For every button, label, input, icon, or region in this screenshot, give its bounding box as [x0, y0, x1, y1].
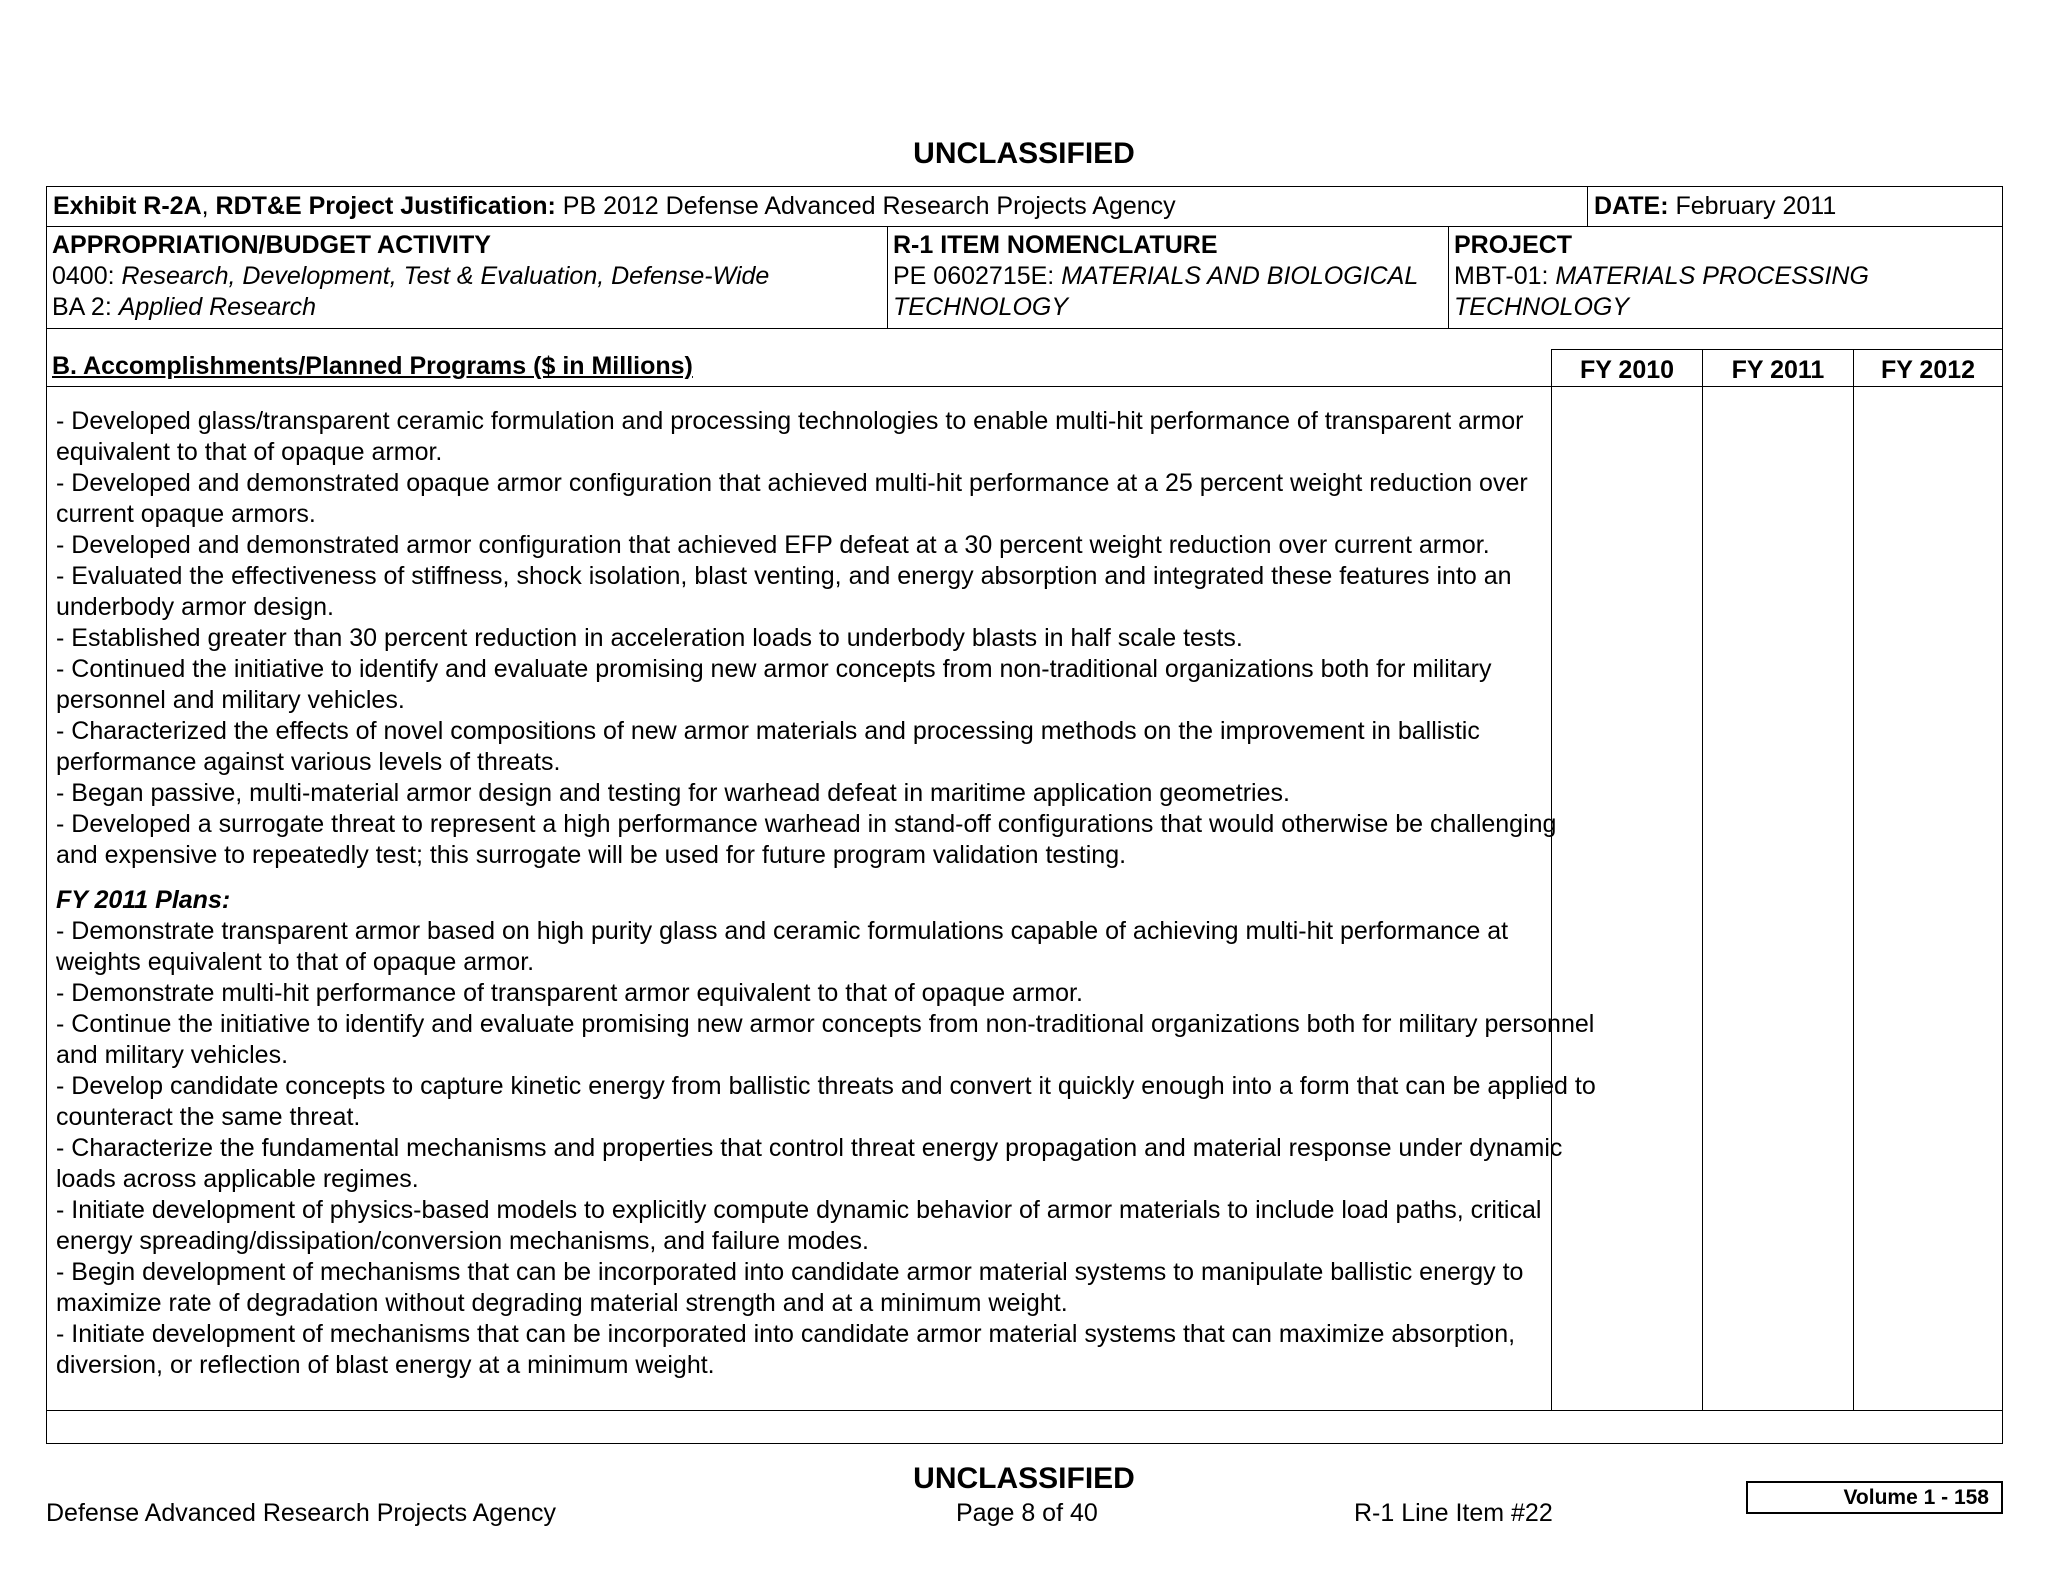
project-text-cont: TECHNOLOGY [1454, 293, 1630, 321]
footer-r1-line-item: R-1 Line Item #22 [1354, 1499, 1553, 1527]
budget-info-row [47, 227, 2002, 329]
r1-item-cell [887, 227, 1448, 328]
exhibit-title [53, 192, 1176, 221]
plan-item: - Begin development of mechanisms that can be incorporated into candidate armor material systems to manipulate ballistic energy to maximize rate of degradation without degrading material strength and at a minimum weight. [56, 1258, 1524, 1317]
volume-box: Volume 1 - 158 [1746, 1481, 2003, 1514]
exhibit-frame [46, 186, 2003, 1444]
footer-page-number: Page 8 of 40 [956, 1499, 1098, 1527]
plan-item: - Develop candidate concepts to capture kinetic energy from ballistic threats and convert it quickly enough into a form that can be applied to counteract the same threat. [56, 1072, 1596, 1131]
accomplishment-item: - Developed and demonstrated armor configuration that achieved EFP defeat at a 30 percent weight reduction over current armor. [56, 531, 1490, 559]
budget-activity-code: BA 2: [52, 293, 119, 321]
plan-item: - Initiate development of mechanisms that can be incorporated into candidate armor material systems that can maximize absorption, diversion, or reflection of blast energy at a minimum weight. [56, 1320, 1516, 1379]
plan-item: - Continue the initiative to identify and evaluate promising new armor concepts from non-traditional organizations both for military personnel and military vehicles. [56, 1010, 1595, 1069]
exhibit-header-row [47, 187, 2002, 227]
fy-2011-header: FY 2011 [1702, 349, 1853, 386]
classification-bottom: UNCLASSIFIED [913, 1462, 1135, 1495]
r1-item-text: MATERIALS AND BIOLOGICAL [1061, 262, 1419, 290]
fy-2012-column [1853, 386, 1854, 1410]
appropriation-code: 0400: [52, 262, 122, 290]
project-text: MATERIALS PROCESSING [1555, 262, 1869, 290]
classification-top: UNCLASSIFIED [913, 137, 1135, 170]
appropriation-cell [47, 227, 887, 328]
accomplishment-item: - Developed glass/transparent ceramic formulation and processing technologies to enable multi-hit performance of transparent armor equivalent to that of opaque armor. [56, 407, 1524, 466]
date-value: February 2011 [1668, 192, 1837, 220]
plan-item: - Demonstrate transparent armor based on high purity glass and ceramic formulations capable of achieving multi-hit performance at weights equivalent to that of opaque armor. [56, 917, 1509, 976]
accomplishment-item: - Developed a surrogate threat to represent a high performance warhead in stand-off configurations that would otherwise be challenging and expensive to repeatedly test; this surrogate will be used for future program validation testing. [56, 810, 1557, 869]
appropriation-label: APPROPRIATION/BUDGET ACTIVITY [52, 231, 491, 259]
accomplishment-item: - Continued the initiative to identify and evaluate promising new armor concepts from non-traditional organizations both for military personnel and military vehicles. [56, 655, 1492, 714]
r1-item-label: R-1 ITEM NOMENCLATURE [893, 231, 1218, 259]
r1-item-text-cont: TECHNOLOGY [893, 293, 1069, 321]
plan-item: - Initiate development of physics-based models to explicitly compute dynamic behavior of armor materials to include load paths, critical energy spreading/dissipation/conversion mechanisms, and failure modes. [56, 1196, 1542, 1255]
appropriation-text: Research, Development, Test & Evaluation, Defense-Wide [121, 262, 770, 290]
accomplishment-item: - Evaluated the effectiveness of stiffness, shock isolation, blast venting, and energy absorption and integrated these features into an underbody armor design. [56, 562, 1512, 621]
fy-2012-header: FY 2012 [1853, 349, 2002, 386]
project-cell [1448, 227, 2002, 328]
accomplishment-item: - Began passive, multi-material armor design and testing for warhead defeat in maritime application geometries. [56, 779, 1290, 807]
plan-item: - Characterize the fundamental mechanisms and properties that control threat energy propagation and material response under dynamic loads across applicable regimes. [56, 1134, 1563, 1193]
fy-2010-header: FY 2010 [1551, 349, 1702, 386]
fy-2011-column [1702, 386, 1703, 1410]
justification-value: PB 2012 Defense Advanced Research Projects Agency [555, 192, 1176, 220]
project-label: PROJECT [1454, 231, 1573, 259]
accomplishments-content [56, 406, 1596, 1381]
budget-activity-text: Applied Research [118, 293, 317, 321]
footer-agency: Defense Advanced Research Projects Agency [46, 1499, 557, 1527]
accomplishment-item: - Characterized the effects of novel compositions of new armor materials and processing methods on the improvement in ballistic performance against various levels of threats. [56, 717, 1480, 776]
project-code: MBT-01: [1454, 262, 1556, 290]
exhibit-separator: , [201, 192, 216, 220]
date-label: DATE: [1594, 192, 1669, 220]
accomplishment-item: - Established greater than 30 percent reduction in acceleration loads to underbody blasts in half scale tests. [56, 624, 1243, 652]
r1-item-code: PE 0602715E: [893, 262, 1062, 290]
plans-title: FY 2011 Plans: [56, 886, 231, 914]
section-title: B. Accomplishments/Planned Programs ($ in Millions) [52, 352, 693, 380]
accomplishment-item: - Developed and demonstrated opaque armor configuration that achieved multi-hit performance at a 25 percent weight reduction over current opaque armors. [56, 469, 1528, 528]
exhibit-label: Exhibit R-2A [53, 192, 202, 220]
plan-item: - Demonstrate multi-hit performance of transparent armor equivalent to that of opaque armor. [56, 979, 1083, 1007]
date-cell [1587, 187, 2002, 227]
justification-label: RDT&E Project Justification: [215, 192, 556, 220]
table-bottom-divider [47, 1410, 2002, 1411]
section-divider [47, 386, 2002, 387]
